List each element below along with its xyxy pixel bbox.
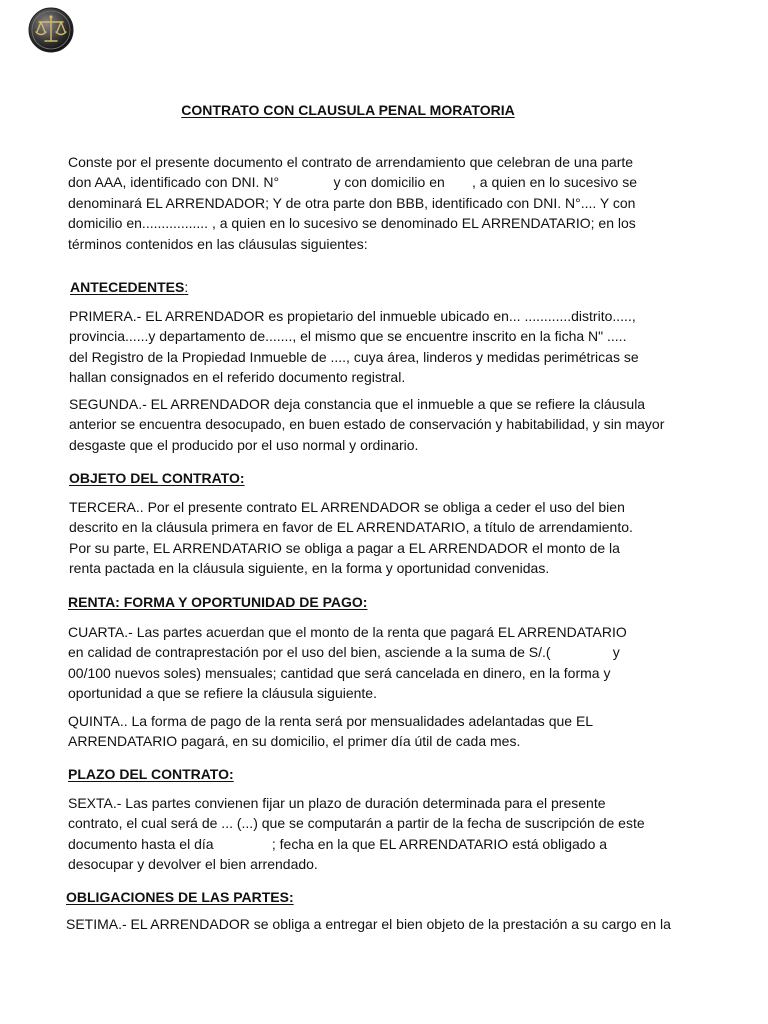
text-line: Conste por el presente documento el contrato de arrendamiento que celebran de una parte [68, 154, 634, 170]
intro-paragraph [68, 152, 637, 254]
clause-sexta [68, 793, 645, 875]
text-line: 00/100 nuevos soles) mensuales; cantidad que será cancelada en dinero, en la forma y [68, 664, 611, 681]
clause-setima [66, 914, 671, 934]
text-line: SETIMA.- EL ARRENDADOR se obliga a entregar el bien objeto de la prestación a su cargo en la [66, 916, 671, 932]
text-line: don AAA, identificado con DNI. N° y con domicilio en , a quien en lo sucesivo se [68, 174, 637, 191]
text-line: ARRENDATARIO pagará, en su domicilio, el primer día útil de cada mes. [68, 733, 521, 750]
text-line: provincia......y departamento de......., el mismo que se encuentre inscrito en la ficha N" ..... [69, 328, 627, 345]
document-title: CONTRATO CON CLAUSULA PENAL MORATORIA [181, 102, 515, 118]
heading-plazo: PLAZO DEL CONTRATO: [68, 766, 234, 782]
heading-objeto: OBJETO DEL CONTRATO: [69, 470, 245, 486]
heading-renta: RENTA: FORMA Y OPORTUNIDAD DE PAGO: [68, 594, 368, 610]
text-line: en calidad de contraprestación por el uso del bien, asciende a la suma de S/.( y [68, 644, 620, 661]
heading-text: ANTECEDENTES [70, 279, 185, 295]
text-line: contrato, el cual será de ... (...) que se computarán a partir de la fecha de suscripción de este [68, 815, 645, 832]
text-line: oportunidad a que se refiere la cláusula siguiente. [68, 685, 377, 702]
text-line: términos contenidos en las cláusulas siguientes: [68, 235, 368, 252]
text-line: SEGUNDA.- EL ARRENDADOR deja constancia que el inmueble a que se refiere la cláusula [69, 396, 646, 412]
text-line: PRIMERA.- EL ARRENDADOR es propietario del inmueble ubicado en... ............distrito....., [69, 308, 636, 324]
clause-quinta [68, 711, 593, 752]
text-line: SEXTA.- Las partes convienen fijar un plazo de duración determinada para el presente [68, 795, 606, 811]
heading-antecedentes [70, 279, 188, 295]
text-line: Por su parte, EL ARRENDATARIO se obliga a pagar a EL ARRENDADOR el monto de la [69, 539, 620, 556]
clause-primera [69, 306, 639, 388]
clause-segunda [69, 394, 664, 455]
text-line: CUARTA.- Las partes acuerdan que el monto de la renta que pagará EL ARRENDATARIO [68, 624, 627, 640]
text-line: TERCERA.. Por el presente contrato EL ARRENDADOR se obliga a ceder el uso del bien [69, 499, 625, 515]
text-line: domicilio en................. , a quien en lo sucesivo se denominado EL ARRENDATARIO; en los [68, 215, 636, 232]
text-line: descrito en la cláusula primera en favor de EL ARRENDATARIO, a título de arrendamiento. [69, 519, 633, 536]
text-line: documento hasta el día ; fecha en la que EL ARRENDATARIO está obligado a [68, 835, 608, 852]
text-line: desocupar y devolver el bien arrendado. [68, 856, 318, 873]
clause-tercera [69, 497, 633, 579]
text-line: anterior se encuentra desocupado, en buen estado de conservación y habitabilidad, y sin mayor [69, 416, 665, 433]
heading-suffix: : [184, 279, 189, 295]
text-line: QUINTA.. La forma de pago de la renta será por mensualidades adelantadas que EL [68, 713, 594, 729]
heading-obligaciones: OBLIGACIONES DE LAS PARTES: [66, 889, 294, 905]
text-line: renta pactada en la cláusula siguiente, en la forma y oportunidad convenidas. [69, 560, 550, 577]
text-line: denominará EL ARRENDADOR; Y de otra parte don BBB, identificado con DNI. N°.... Y con [68, 194, 636, 211]
text-line: del Registro de la Propiedad Inmueble de ...., cuya área, linderos y medidas perimétricas se [69, 348, 639, 365]
scales-of-justice-logo [28, 7, 74, 53]
scales-icon [28, 7, 74, 53]
text-line: hallan consignados en el referido documento registral. [69, 369, 406, 386]
clause-cuarta [68, 622, 627, 704]
text-line: desgaste que el producido por el uso normal y ordinario. [69, 436, 419, 453]
